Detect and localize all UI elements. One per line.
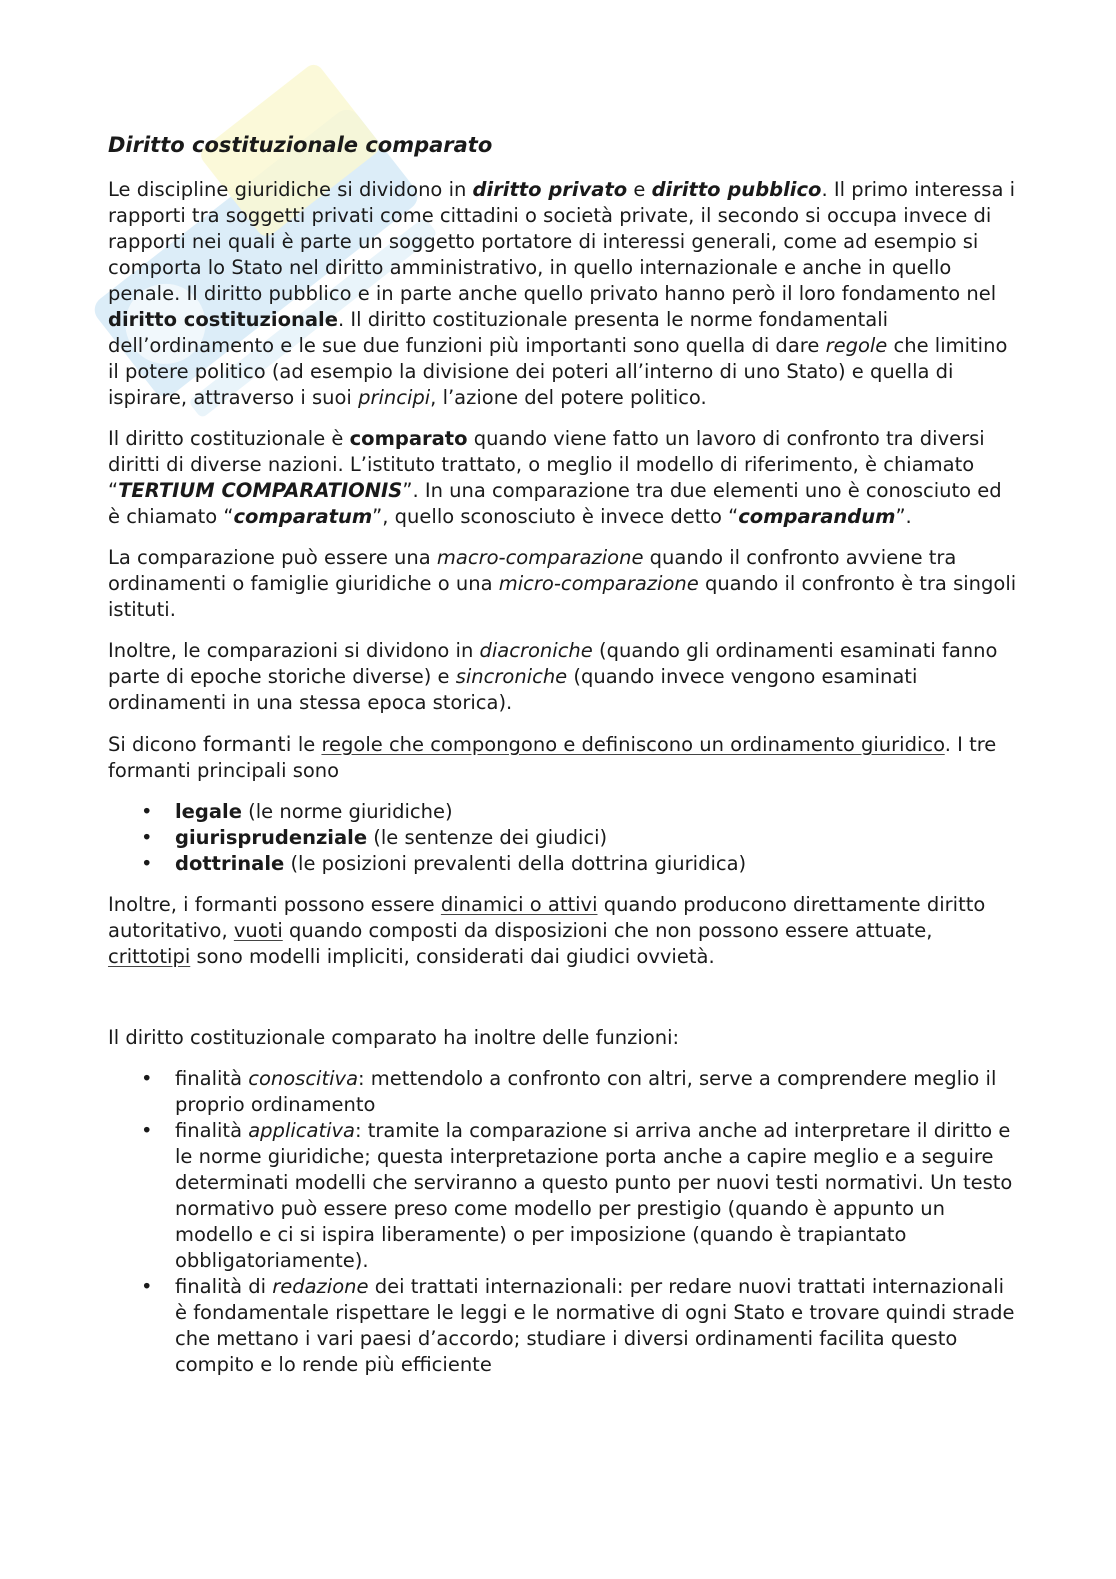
- paragraph-comparato: Il diritto costituzionale è comparato quando viene fatto un lavoro di confronto tra diversi diritti di diverse nazioni. L’istituto trattato, o meglio il modello di riferimento, è chiamato “TERTIUM COMPARATIONIS”. In una comparazione tra due elementi uno è conosciuto ed è chiamato “comparatum”, quello sconosciuto è invece detto “comparandum”.: [108, 427, 1002, 528]
- page-title: Diritto costituzionale comparato: [108, 133, 493, 157]
- list-item: • legale (le norme giuridiche): [141, 800, 453, 823]
- list-item: • finalità applicativa: tramite la comparazione si arriva anche ad interpretare il diritto e le norme giuridiche; questa interpretazione porta anche a capire meglio e a seguire determinati modelli che serviranno a questo punto per nuovi testi normativi. Un testo normativo può essere preso come modello per prestigio (quando è appunto un modello e ci si ispira liberamente) o per imposizione (quando è trapiantato obbligatoriamente).: [141, 1119, 1013, 1272]
- paragraph-diacroniche: Inoltre, le comparazioni si dividono in diacroniche (quando gli ordinamenti esaminati fanno parte di epoche storiche diverse) e sincroniche (quando invece vengono esaminati ordinamenti in una stessa epoca storica).: [108, 639, 998, 714]
- paragraph-formanti: Si dicono formanti le regole che compongono e definiscono un ordinamento giuridico. I tre formanti principali sono: [108, 732, 997, 782]
- blank-line: [108, 985, 1018, 1025]
- funzioni-list: [108, 1066, 1018, 1378]
- paragraph-macro-micro: La comparazione può essere una macro-comparazione quando il confronto avviene tra ordinamenti o famiglie giuridiche o una micro-comparazione quando il confronto è tra singoli istituti.: [108, 546, 1017, 621]
- document-body: [108, 130, 1018, 1393]
- list-item: • finalità conoscitiva: mettendolo a confronto con altri, serve a comprendere meglio il proprio ordinamento: [141, 1067, 997, 1116]
- formanti-list: [108, 799, 1018, 877]
- paragraph-tipi-formanti: Inoltre, i formanti possono essere dinamici o attivi quando producono direttamente diritto autoritativo, vuoti quando composti da disposizioni che non possono essere attuate, crittotipi sono modelli impliciti, considerati dai giudici ovvietà.: [108, 893, 986, 968]
- list-item: • giurisprudenziale (le sentenze dei giudici): [141, 826, 608, 849]
- list-item: • finalità di redazione dei trattati internazionali: per redare nuovi trattati internazionali è fondamentale rispettare le leggi e le normative di ogni Stato e trovare quindi strade che mettano i vari paesi d’accordo; studiare i diversi ordinamenti facilita questo compito e lo rende più efficiente: [141, 1275, 1015, 1376]
- list-item: • dottrinale (le posizioni prevalenti della dottrina giuridica): [141, 852, 747, 875]
- paragraph-intro: Le discipline giuridiche si dividono in diritto privato e diritto pubblico. Il primo interessa i rapporti tra soggetti privati come cittadini o società private, il secondo si occupa invece di rapporti nei quali è parte un soggetto portatore di interessi generali, come ad esempio si comporta lo Stato nel diritto amministrativo, in quello internazionale e anche in quello penale. Il diritto pubblico e in parte anche quello privato hanno però il loro fondamento nel diritto costituzionale. Il diritto costituzionale presenta le norme fondamentali dell’ordinamento e le sue due funzioni più importanti sono quella di dare regole che limitino il potere politico (ad esempio la divisione dei poteri all’interno di uno Stato) e quella di ispirare, attraverso i suoi principi, l’azione del potere politico.: [108, 178, 1016, 409]
- paragraph-funzioni-intro: Il diritto costituzionale comparato ha inoltre delle funzioni:: [108, 1026, 680, 1049]
